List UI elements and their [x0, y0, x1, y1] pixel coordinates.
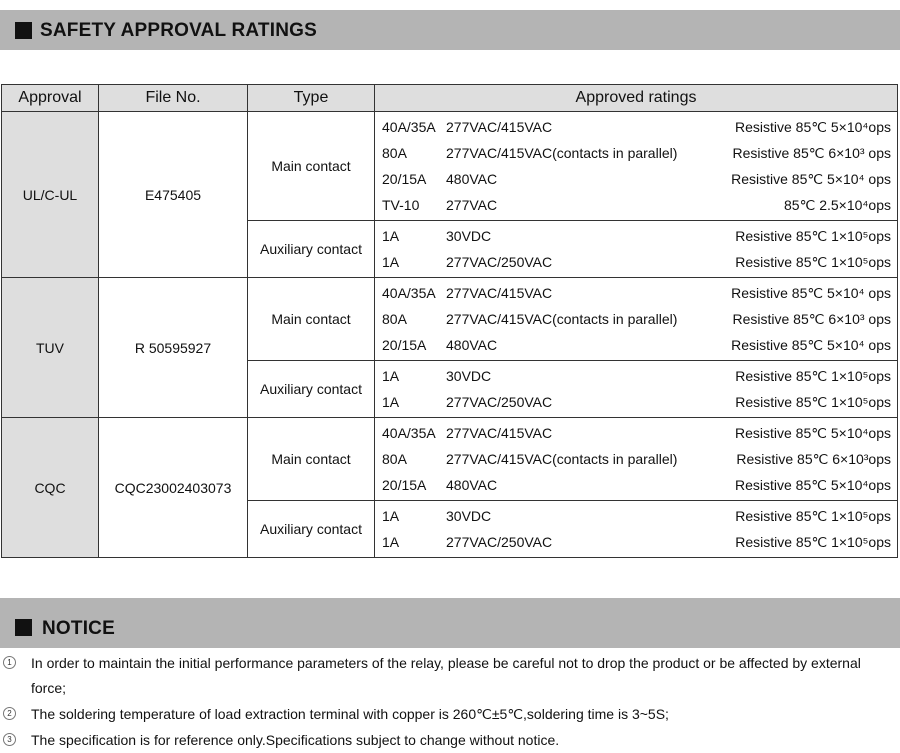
- notice-text: The soldering temperature of load extraction terminal with copper is 260℃±5℃,soldering time is 3~5S;: [31, 706, 669, 722]
- rating-line: [382, 389, 891, 415]
- table-row: [2, 278, 898, 361]
- rating-voltage: 277VAC/415VAC(contacts in parallel): [446, 311, 678, 327]
- rating-voltage: 277VAC/415VAC: [446, 425, 553, 441]
- safety-approval-table: [1, 84, 898, 558]
- column-header: Approval: [2, 85, 99, 112]
- rating-line: [382, 280, 891, 306]
- rating-voltage: 277VAC/415VAC(contacts in parallel): [446, 145, 678, 161]
- column-header: File No.: [99, 85, 248, 112]
- rating-current: 1A: [382, 368, 400, 384]
- rating-voltage: 480VAC: [446, 171, 498, 187]
- rating-current: 80A: [382, 145, 407, 161]
- rating-resistive: Resistive 85℃ 5×10⁴ ops: [731, 336, 891, 353]
- rating-line: [382, 114, 891, 140]
- rating-resistive: Resistive 85℃ 1×10⁵ops: [735, 393, 891, 410]
- rating-line: [382, 503, 891, 529]
- rating-line: [382, 446, 891, 472]
- rating-line: [382, 249, 891, 275]
- rating-voltage: 30VDC: [446, 368, 492, 384]
- square-bullet-icon: [15, 22, 32, 39]
- rating-current: 20/15A: [382, 477, 427, 493]
- rating-voltage: 30VDC: [446, 228, 492, 244]
- approval-cell: TUV: [2, 278, 99, 418]
- rating-resistive: Resistive 85℃ 6×10³ops: [736, 450, 891, 467]
- rating-resistive: Resistive 85℃ 1×10⁵ops: [735, 507, 891, 524]
- rating-current: 1A: [382, 228, 400, 244]
- rating-line: [382, 192, 891, 218]
- rating-voltage: 277VAC/415VAC: [446, 119, 553, 135]
- rating-voltage: 277VAC: [446, 197, 498, 213]
- circled-number-icon: 2: [3, 707, 16, 720]
- rating-resistive: Resistive 85℃ 5×10⁴ops: [735, 476, 891, 493]
- section-title: SAFETY APPROVAL RATINGS: [40, 20, 317, 41]
- rating-current: 80A: [382, 451, 407, 467]
- rating-resistive: Resistive 85℃ 6×10³ ops: [732, 310, 891, 327]
- ratings-cell: [375, 418, 898, 501]
- rating-voltage: 277VAC/250VAC: [446, 394, 553, 410]
- ratings-cell: [375, 361, 898, 418]
- rating-current: 20/15A: [382, 337, 427, 353]
- table-header-row: [2, 85, 898, 112]
- rating-line: [382, 472, 891, 498]
- rating-voltage: 277VAC/415VAC(contacts in parallel): [446, 451, 678, 467]
- section-title: NOTICE: [42, 618, 115, 639]
- rating-voltage: 30VDC: [446, 508, 492, 524]
- rating-resistive: Resistive 85℃ 5×10⁴ ops: [731, 284, 891, 301]
- rating-current: 1A: [382, 508, 400, 524]
- column-header: Type: [248, 85, 375, 112]
- rating-resistive: Resistive 85℃ 1×10⁵ops: [735, 367, 891, 384]
- rating-resistive: Resistive 85℃ 1×10⁵ops: [735, 227, 891, 244]
- type-cell: Main contact: [248, 418, 375, 501]
- rating-current: 40A/35A: [382, 285, 436, 301]
- ratings-cell: [375, 221, 898, 278]
- rating-voltage: 277VAC/250VAC: [446, 534, 553, 550]
- rating-line: [382, 529, 891, 555]
- circled-number-icon: 3: [3, 733, 16, 746]
- section-header-safety: [0, 10, 900, 50]
- type-cell: Main contact: [248, 112, 375, 221]
- notice-text: The specification is for reference only.Specifications subject to change without notice.: [31, 732, 560, 748]
- file-no-cell: CQC23002403073: [99, 418, 248, 558]
- rating-line: [382, 420, 891, 446]
- ratings-cell: [375, 278, 898, 361]
- rating-current: 40A/35A: [382, 119, 436, 135]
- rating-line: [382, 166, 891, 192]
- rating-current: 1A: [382, 394, 400, 410]
- rating-line: [382, 332, 891, 358]
- ratings-cell: [375, 112, 898, 221]
- rating-resistive: 85℃ 2.5×10⁴ops: [784, 196, 891, 213]
- file-no-cell: R 50595927: [99, 278, 248, 418]
- rating-line: [382, 223, 891, 249]
- approval-cell: UL/C-UL: [2, 112, 99, 278]
- table-row: [2, 418, 898, 501]
- rating-resistive: Resistive 85℃ 5×10⁴ops: [735, 118, 891, 135]
- rating-line: [382, 140, 891, 166]
- type-cell: Main contact: [248, 278, 375, 361]
- column-header: Approved ratings: [375, 85, 898, 112]
- circled-number-icon: 1: [3, 656, 16, 669]
- rating-resistive: Resistive 85℃ 1×10⁵ops: [735, 253, 891, 270]
- ratings-cell: [375, 501, 898, 558]
- rating-resistive: Resistive 85℃ 1×10⁵ops: [735, 533, 891, 550]
- square-bullet-icon: [15, 619, 32, 636]
- rating-current: 20/15A: [382, 171, 427, 187]
- rating-resistive: Resistive 85℃ 5×10⁴ops: [735, 424, 891, 441]
- rating-resistive: Resistive 85℃ 5×10⁴ ops: [731, 170, 891, 187]
- rating-current: 1A: [382, 534, 400, 550]
- rating-line: [382, 363, 891, 389]
- rating-voltage: 277VAC/250VAC: [446, 254, 553, 270]
- rating-voltage: 277VAC/415VAC: [446, 285, 553, 301]
- rating-line: [382, 306, 891, 332]
- approval-cell: CQC: [2, 418, 99, 558]
- rating-current: TV-10: [382, 197, 420, 213]
- rating-current: 80A: [382, 311, 407, 327]
- type-cell: Auxiliary contact: [248, 221, 375, 278]
- type-cell: Auxiliary contact: [248, 501, 375, 558]
- type-cell: Auxiliary contact: [248, 361, 375, 418]
- rating-current: 1A: [382, 254, 400, 270]
- rating-resistive: Resistive 85℃ 6×10³ ops: [732, 144, 891, 161]
- notice-text: In order to maintain the initial performance parameters of the relay, please be careful not to drop the product or be affected by external force;: [31, 655, 861, 696]
- file-no-cell: E475405: [99, 112, 248, 278]
- rating-voltage: 480VAC: [446, 337, 498, 353]
- table-row: [2, 112, 898, 221]
- section-header-notice: [0, 598, 900, 648]
- rating-voltage: 480VAC: [446, 477, 498, 493]
- rating-current: 40A/35A: [382, 425, 436, 441]
